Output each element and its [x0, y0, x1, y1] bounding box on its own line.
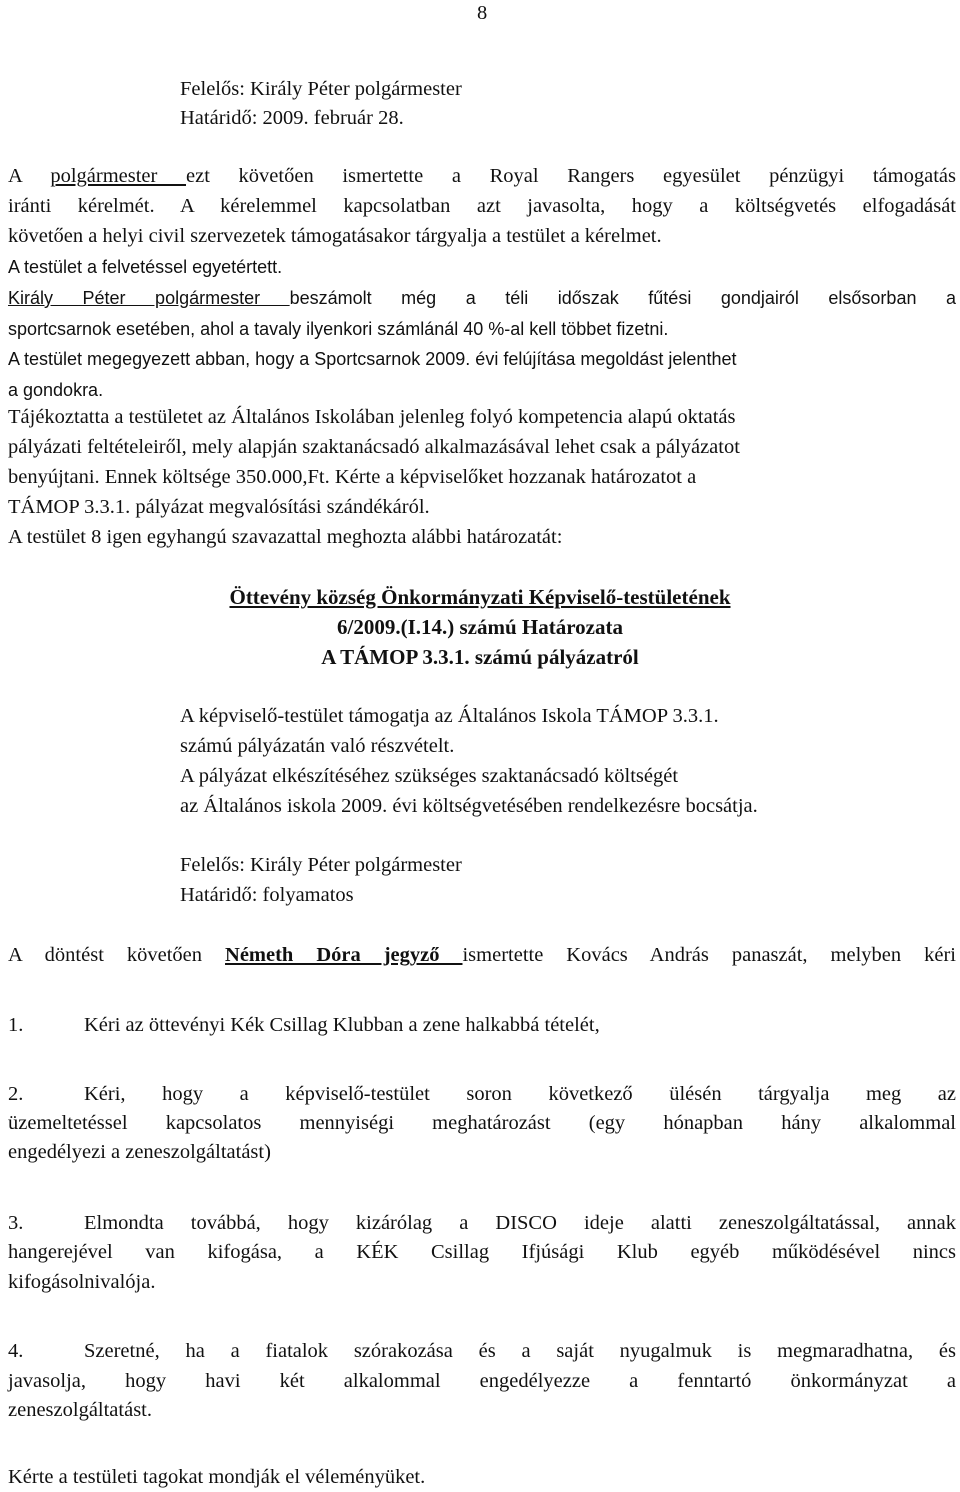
- mayor-name-reference: Király Péter polgármester: [8, 288, 290, 308]
- p3-line-5: A testület 8 igen egyhangú szavazattal meghozta alábbi határozatát:: [8, 526, 563, 548]
- resolution-body-4: az Általános iskola 2009. évi költségvetésében rendelkezésre bocsátja.: [180, 795, 758, 817]
- resolution-body-2: számú pályázatán való részvételt.: [180, 735, 455, 757]
- list-item-number: 2.: [8, 1083, 24, 1105]
- header-deadline: Határidő: 2009. február 28.: [180, 107, 404, 129]
- list-item-line: Elmondta továbbá, hogy kizárólag a DISCO ideje alatti zeneszolgáltatással, annak: [84, 1212, 956, 1234]
- list-item-line: kifogásolnivalója.: [8, 1271, 156, 1293]
- p1-line-2: iránti kérelmét. A kérelemmel kapcsolatban azt javasolta, hogy a költségvetés elfogadását: [8, 195, 956, 217]
- list-item-line: hangerejével van kifogása, a KÉK Csillag Ifjúsági Klub egyéb működésével nincs: [8, 1241, 956, 1263]
- resolution-body-1: A képviselő-testület támogatja az Általános Iskola TÁMOP 3.3.1.: [180, 705, 719, 727]
- resolution-deadline: Határidő: folyamatos: [180, 884, 354, 906]
- list-item-line: zeneszolgáltatást.: [8, 1399, 153, 1421]
- p2-line-4: a gondokra.: [8, 380, 104, 400]
- resolution-body-3: A pályázat elkészítéséhez szükséges szaktanácsadó költségét: [180, 765, 679, 787]
- p1-line-3: követően a helyi civil szervezetek támogatásakor tárgyalja a testület a kérelmet.: [8, 225, 662, 247]
- list-item-line: javasolja, hogy havi két alkalommal engedélyezze a fenntartó önkormányzat a: [8, 1370, 956, 1392]
- p2-line-2: sportcsarnok esetében, ahol a tavaly ilyenkori számlánál 40 %-al kell többet fizetni.: [8, 319, 669, 339]
- p3-line-1: Tájékoztatta a testületet az Általános Iskolában jelenleg folyó kompetencia alapú oktatás: [8, 406, 736, 428]
- closing-line: Kérte a testületi tagokat mondják el véleményüket.: [8, 1466, 426, 1488]
- p4-line: A döntést követően Németh Dóra jegyző ismertette Kovács András panaszát, melyben kéri: [8, 944, 956, 966]
- list-item-line: Kéri az öttevényi Kék Csillag Klubban a zene halkabbá tételét,: [84, 1014, 600, 1036]
- list-item-line: Kéri, hogy a képviselő-testület soron következő ülésén tárgyalja meg az: [84, 1083, 956, 1105]
- p3-line-3: benyújtani. Ennek költsége 350.000,Ft. Kérte a képviselőket hozzanak határozatot a: [8, 466, 697, 488]
- resolution-subject: A TÁMOP 3.3.1. számú pályázatról: [321, 645, 639, 669]
- p3-line-2: pályázati feltételeiről, mely alapján szaktanácsadó alkalmazásával lehet csak a pályázatot: [8, 436, 740, 458]
- mayor-reference: polgármester: [50, 165, 186, 187]
- resolution-responsible: Felelős: Király Péter polgármester: [180, 854, 462, 876]
- list-item-line: üzemeltetéssel kapcsolatos mennyiségi meghatározást (egy hónapban hány alkalommal: [8, 1112, 956, 1134]
- p2-line-3: A testület megegyezett abban, hogy a Sportcsarnok 2009. évi felújítása megoldást jelenthet: [8, 349, 737, 369]
- resolution-number: 6/2009.(I.14.) számú Határozata: [337, 615, 623, 639]
- p2-line-1: Király Péter polgármester beszámolt még a téli időszak fűtési gondjairól elsősorban a: [8, 288, 956, 308]
- list-item-number: 3.: [8, 1212, 24, 1234]
- list-item-number: 4.: [8, 1340, 24, 1362]
- p1-line-4: A testület a felvetéssel egyetértett.: [8, 257, 283, 277]
- page-number: 8: [477, 2, 488, 24]
- notary-reference: Németh Dóra jegyző: [225, 944, 463, 966]
- list-item-number: 1.: [8, 1014, 24, 1036]
- list-item-line: Szeretné, ha a fiatalok szórakozása és a saját nyugalmuk is megmaradhatna, és: [84, 1340, 956, 1362]
- header-responsible: Felelős: Király Péter polgármester: [180, 78, 462, 100]
- p3-line-4: TÁMOP 3.3.1. pályázat megvalósítási szándékáról.: [8, 496, 430, 518]
- resolution-title: Öttevény község Önkormányzati Képviselő-testületének: [229, 585, 731, 609]
- list-item-line: engedélyezi a zeneszolgáltatást): [8, 1141, 271, 1163]
- p1-line-1: A polgármester ezt követően ismertette a Royal Rangers egyesület pénzügyi támogatás: [8, 165, 956, 187]
